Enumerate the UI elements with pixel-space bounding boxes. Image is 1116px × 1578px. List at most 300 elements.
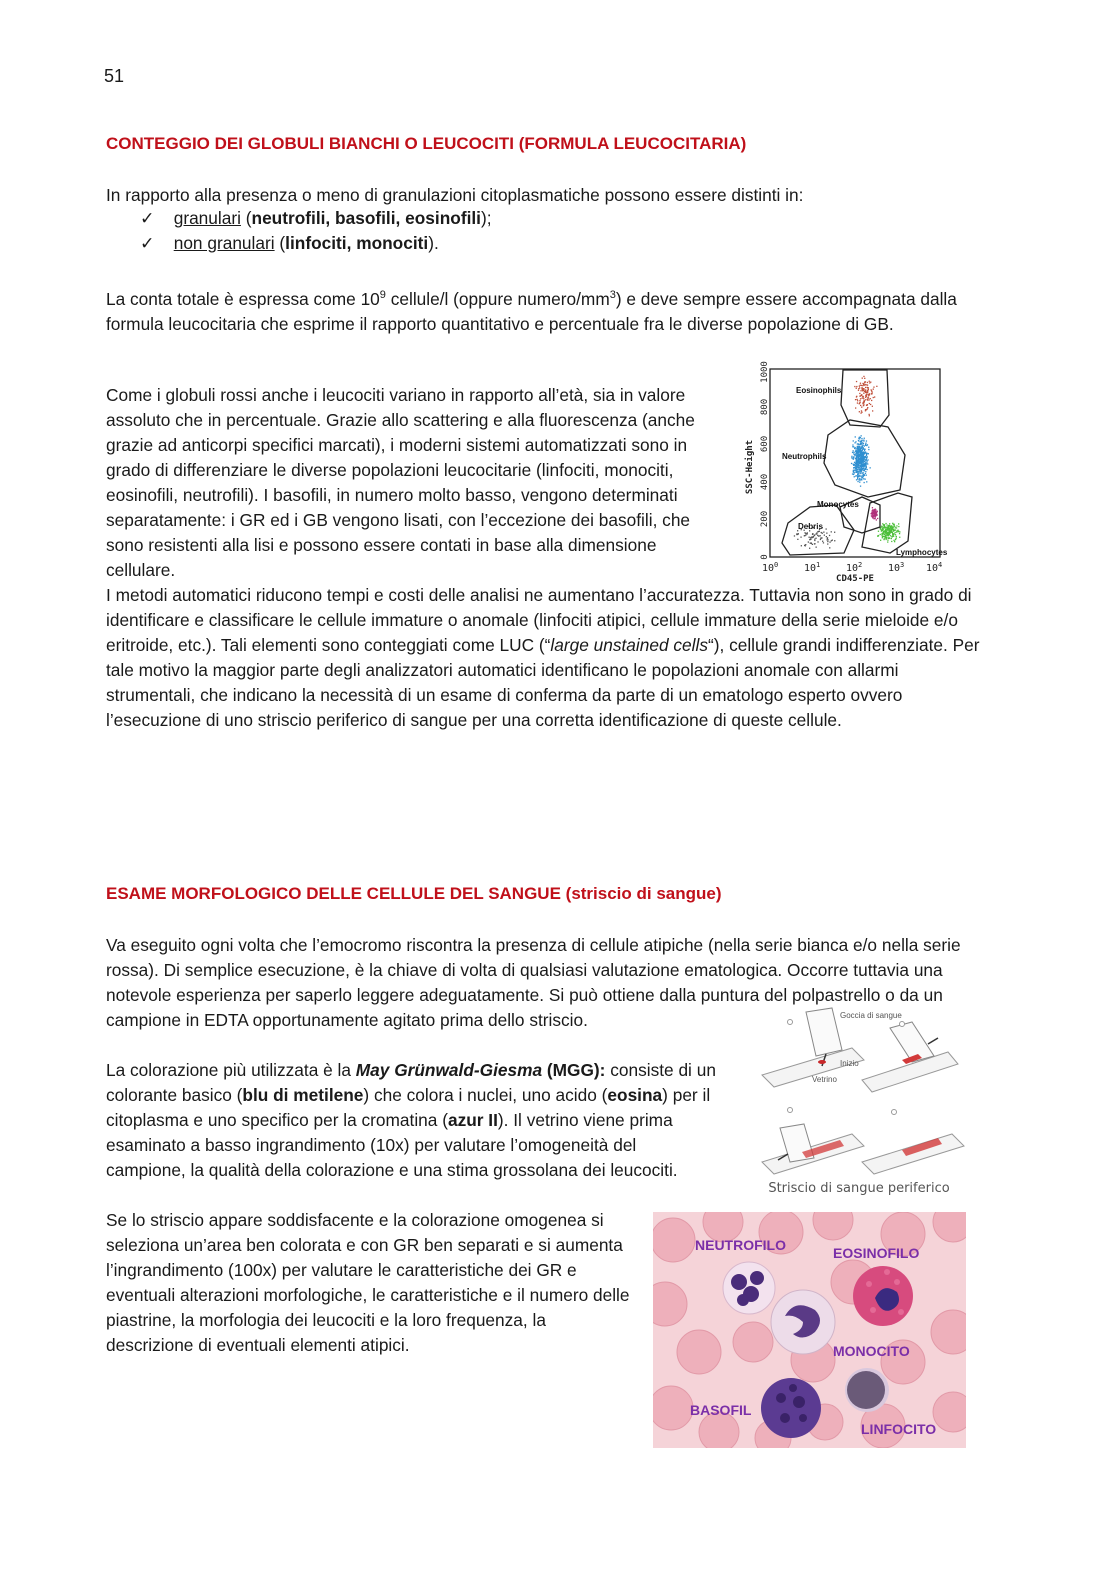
scatter-point <box>878 535 879 536</box>
scatter-point <box>872 509 873 510</box>
scatter-point <box>852 446 853 447</box>
scatter-point <box>890 526 891 527</box>
scatter-point <box>871 400 872 401</box>
scatter-point <box>867 397 868 398</box>
scatter-point <box>856 463 857 464</box>
scatter-point <box>866 391 867 392</box>
scatter-point <box>827 539 828 540</box>
scatter-point <box>865 384 866 385</box>
scatter-point <box>818 536 819 537</box>
scatter-point <box>866 475 867 476</box>
scatter-point <box>858 390 859 391</box>
scatter-point <box>855 470 856 471</box>
scatter-point <box>899 533 900 534</box>
scatter-point <box>861 450 862 451</box>
scatter-point <box>864 461 865 462</box>
scatter-point <box>854 476 855 477</box>
scatter-point <box>859 478 860 479</box>
blood-cells-image <box>653 1212 966 1448</box>
scatter-point <box>861 453 862 454</box>
scatter-point <box>829 547 830 548</box>
scatter-point <box>874 396 875 397</box>
scatter-point <box>858 447 859 448</box>
scatter-point <box>856 458 857 459</box>
y-tick: 400 <box>760 473 770 491</box>
scatter-point <box>855 475 856 476</box>
scatter-point <box>827 543 828 544</box>
scatter-point <box>868 449 869 450</box>
scatter-point <box>865 443 866 444</box>
scatter-point <box>831 531 832 532</box>
scatter-point <box>866 458 867 459</box>
scatter-point <box>860 402 861 403</box>
scatter-point <box>878 531 879 532</box>
scatter-point <box>814 543 815 544</box>
scatter-point <box>854 448 855 449</box>
scatter-point <box>824 535 825 536</box>
scatter-point <box>887 530 888 531</box>
scatter-point <box>858 464 859 465</box>
list-item-label: granulari <box>173 208 241 228</box>
scatter-point <box>859 482 860 483</box>
scatter-point <box>858 440 859 441</box>
scatter-point <box>861 410 862 411</box>
scatter-point <box>861 435 862 436</box>
scatter-point <box>853 452 854 453</box>
scatter-point <box>857 478 858 479</box>
list-item-detail: linfociti, monociti <box>285 233 429 253</box>
scatter-point <box>893 530 894 531</box>
scatter-point <box>855 467 856 468</box>
scatter-point <box>864 400 865 401</box>
scatter-point <box>860 452 861 453</box>
x-tick: $10^2$ <box>846 561 863 574</box>
scatter-point <box>863 478 864 479</box>
scatter-point <box>867 390 868 391</box>
scatter-point <box>854 386 855 387</box>
vetrino-label: Vetrino <box>812 1075 837 1084</box>
y-axis-label: SSC-Height <box>745 439 755 495</box>
scatter-point <box>889 534 890 535</box>
scatter-point <box>876 514 877 515</box>
scatter-point <box>856 459 857 460</box>
scatter-point <box>867 382 868 383</box>
list-item: ✓ granulari (neutrofili, basofili, eosinofili); <box>140 208 492 228</box>
scatter-point <box>857 446 858 447</box>
scatter-point <box>881 535 882 536</box>
scatter-point <box>812 544 813 545</box>
scatter-point <box>867 469 868 470</box>
scatter-point <box>895 534 896 535</box>
scatter-point <box>861 454 862 455</box>
scatter-point <box>859 393 860 394</box>
scatter-point <box>861 465 862 466</box>
age-paragraph: Come i globuli rossi anche i leucociti variano in rapporto all’età, sia in valore assoluto che in percentuale. Grazie allo scattering e alla fluorescenza (anche grazie ad anticorpi specifici marcati), i moderni sistemi automatizzati sono in grado di differenziare le diverse popolazioni leucocitarie (linfociti, monociti, eosinofili, neutrofili). I basofili, in numero molto basso, vengono determinati separatamente: i GR ed i GB vengono lisati, con l’eccezione dei basofili, che sono resistenti alla lisi e possono essere contati in base alla dimensione cellulare. <box>106 385 695 580</box>
scatter-point <box>817 531 818 532</box>
scatter-point <box>860 469 861 470</box>
scatter-point <box>866 460 867 461</box>
scatter-point <box>801 545 802 546</box>
scatter-point <box>826 533 827 534</box>
scatter-point <box>829 542 830 543</box>
scatter-point <box>895 532 896 533</box>
scatter-point <box>884 526 885 527</box>
scatter-point <box>814 540 815 541</box>
scatter-point <box>796 533 797 534</box>
scatter-point <box>859 396 860 397</box>
scatter-point <box>869 414 870 415</box>
scatter-point <box>851 463 852 464</box>
scatter-point <box>862 464 863 465</box>
scatter-point <box>863 401 864 402</box>
scatter-point <box>863 453 864 454</box>
scatter-point <box>883 525 884 526</box>
scatter-point <box>855 454 856 455</box>
scatter-point <box>857 481 858 482</box>
scatter-point <box>863 458 864 459</box>
scatter-point <box>868 447 869 448</box>
intro-text: In rapporto alla presenza o meno di granulazioni citoplasmatiche possono essere distinti in: <box>106 185 804 205</box>
scatter-point <box>888 532 889 533</box>
striscio-intro-paragraph: Va eseguito ogni volta che l’emocromo riscontra la presenza di cellule atipiche (nella serie bianca e/o nella serie rossa). Di semplice esecuzione, è la chiave di volta di qualsiasi valutazione ematologica. Occorre tuttavia una notevole esperienza per saperlo leggere adeguatamente. Si può ottiene dalla puntura del polpastrello o da un campione in EDTA opportunamente agitato prima dello striscio. <box>106 935 961 1030</box>
scatter-point <box>816 547 817 548</box>
x-tick: $10^0$ <box>762 561 779 574</box>
scatter-point <box>863 376 864 377</box>
y-tick: 200 <box>760 510 770 528</box>
scatter-point <box>857 399 858 400</box>
scatter-point <box>810 539 811 540</box>
scatter-point <box>811 542 812 543</box>
scatter-point <box>855 407 856 408</box>
scatter-point <box>852 452 853 453</box>
scatter-point <box>853 440 854 441</box>
scatter-point <box>866 384 867 385</box>
scatter-point <box>863 468 864 469</box>
scatter-point <box>865 463 866 464</box>
scatter-point <box>897 531 898 532</box>
page-number: 51 <box>104 66 125 86</box>
scatter-point <box>859 458 860 459</box>
scatter-point <box>826 536 827 537</box>
scatter-point <box>899 537 900 538</box>
scatter-point <box>880 534 881 535</box>
scatter-point <box>861 452 862 453</box>
scatter-point <box>864 450 865 451</box>
magnification-paragraph: Se lo striscio appare soddisfacente e la colorazione omogenea si seleziona un’area ben colorata e con GR ben separati e si aumenta l’ingrandimento (100x) per valutare le caratteristiche dei GR e eventuali alterazioni morfologiche, le caratteristiche e il numero delle piastrine, la morfologia dei leucociti e la loro frequenza, la descrizione di eventuali elementi atipici. <box>106 1210 630 1355</box>
scatter-point <box>821 537 822 538</box>
scatter-point <box>804 532 805 533</box>
scatter-point <box>866 445 867 446</box>
scatter-point <box>894 526 895 527</box>
scatter-point <box>861 478 862 479</box>
scatter-point <box>872 410 873 411</box>
scatter-point <box>817 541 818 542</box>
scatter-point <box>856 381 857 382</box>
scatter-point <box>809 548 810 549</box>
scatter-point <box>863 404 864 405</box>
scatter-point <box>875 509 876 510</box>
scatter-point <box>872 507 873 508</box>
check-icon: ✓ <box>140 208 155 228</box>
list-item-label: non granulari <box>173 233 275 253</box>
scatter-point <box>854 442 855 443</box>
scatter-point <box>852 458 853 459</box>
scatter-point <box>861 407 862 408</box>
scatter-point <box>894 525 895 526</box>
scatter-point <box>822 541 823 542</box>
scatter-point <box>868 395 869 396</box>
scatter-point <box>895 527 896 528</box>
y-tick: 600 <box>760 435 770 453</box>
scatter-point <box>874 513 875 514</box>
scatter-point <box>860 476 861 477</box>
scatter-point <box>863 466 864 467</box>
scatter-point <box>857 402 858 403</box>
scatter-point <box>814 539 815 540</box>
scatter-point <box>863 393 864 394</box>
goccia-label: Goccia di sangue <box>840 1011 902 1020</box>
scatter-point <box>890 529 891 530</box>
scatter-point <box>883 536 884 537</box>
scatter-point <box>864 453 865 454</box>
scatter-point <box>884 537 885 538</box>
scatter-point <box>864 389 865 390</box>
scatter-point <box>855 463 856 464</box>
scatter-point <box>891 538 892 539</box>
scatter-point <box>859 471 860 472</box>
scatter-point <box>856 475 857 476</box>
scatter-point <box>822 533 823 534</box>
x-axis-label: CD45-PE <box>836 574 874 584</box>
scatter-point <box>857 455 858 456</box>
scatter-point <box>870 404 871 405</box>
gate-label: Neutrophils <box>782 452 827 461</box>
scatter-point <box>891 531 892 532</box>
scatter-point <box>864 391 865 392</box>
list-item: ✓ non granulari (linfociti, monociti). <box>140 233 439 253</box>
scatter-point <box>861 385 862 386</box>
scatter-point <box>877 518 878 519</box>
scatter-point <box>797 539 798 540</box>
scatter-point <box>868 399 869 400</box>
flow-cytometry-plot <box>740 355 965 585</box>
scatter-point <box>885 536 886 537</box>
scatter-point <box>893 529 894 530</box>
scatter-point <box>853 457 854 458</box>
scatter-point <box>888 527 889 528</box>
scatter-point <box>865 410 866 411</box>
scatter-point <box>859 467 860 468</box>
gate-label: Monocytes <box>817 500 859 509</box>
scatter-point <box>853 464 854 465</box>
scatter-point <box>863 388 864 389</box>
scatter-point <box>857 400 858 401</box>
scatter-point <box>853 474 854 475</box>
scatter-point <box>873 389 874 390</box>
scatter-point <box>860 443 861 444</box>
scatter-point <box>864 456 865 457</box>
scatter-point <box>862 459 863 460</box>
scatter-point <box>860 472 861 473</box>
scatter-point <box>866 396 867 397</box>
scatter-point <box>853 453 854 454</box>
scatter-point <box>826 528 827 529</box>
scatter-point <box>834 532 835 533</box>
scatter-point <box>860 486 861 487</box>
scatter-point <box>896 525 897 526</box>
scatter-point <box>869 415 870 416</box>
scatter-point <box>884 530 885 531</box>
scatter-point <box>864 438 865 439</box>
scatter-point <box>863 460 864 461</box>
scatter-point <box>896 531 897 532</box>
scatter-point <box>798 533 799 534</box>
scatter-point <box>862 445 863 446</box>
scatter-point <box>823 542 824 543</box>
scatter-point <box>827 541 828 542</box>
scatter-point <box>866 440 867 441</box>
scatter-point <box>872 392 873 393</box>
scatter-point <box>885 523 886 524</box>
scatter-point <box>869 403 870 404</box>
scatter-point <box>855 466 856 467</box>
cell-label-neutrofilo: NEUTROFILO <box>695 1237 786 1253</box>
scatter-point <box>868 394 869 395</box>
scatter-point <box>860 398 861 399</box>
scatter-point <box>862 469 863 470</box>
scatter-point <box>864 449 865 450</box>
scatter-point <box>865 469 866 470</box>
scatter-point <box>895 529 896 530</box>
scatter-point <box>860 390 861 391</box>
y-tick: 0 <box>760 554 770 560</box>
scatter-point <box>856 386 857 387</box>
y-tick: 800 <box>760 398 770 416</box>
scatter-point <box>856 388 857 389</box>
scatter-point <box>811 536 812 537</box>
scatter-point <box>897 530 898 531</box>
scatter-point <box>806 533 807 534</box>
scatter-point <box>861 388 862 389</box>
scatter-point <box>865 445 866 446</box>
scatter-point <box>864 482 865 483</box>
scatter-point <box>863 398 864 399</box>
scatter-point <box>856 448 857 449</box>
scatter-point <box>858 438 859 439</box>
scatter-point <box>814 534 815 535</box>
scatter-point <box>863 474 864 475</box>
scatter-point <box>852 444 853 445</box>
cell-label-basofilo: BASOFIL <box>690 1402 752 1418</box>
scatter-point <box>805 545 806 546</box>
scatter-point <box>886 535 887 536</box>
scatter-point <box>859 411 860 412</box>
scatter-point <box>858 452 859 453</box>
scatter-point <box>898 526 899 527</box>
scatter-point <box>880 540 881 541</box>
scatter-point <box>858 460 859 461</box>
scatter-point <box>859 476 860 477</box>
scatter-point <box>896 527 897 528</box>
scatter-point <box>892 523 893 524</box>
scatter-point <box>864 445 865 446</box>
scatter-point <box>876 519 877 520</box>
scatter-point <box>866 465 867 466</box>
scatter-point <box>863 440 864 441</box>
scatter-point <box>881 526 882 527</box>
scatter-point <box>860 473 861 474</box>
scatter-point <box>860 449 861 450</box>
scatter-point <box>864 378 865 379</box>
scatter-point <box>862 440 863 441</box>
scatter-point <box>871 389 872 390</box>
scatter-point <box>859 466 860 467</box>
scatter-point <box>829 535 830 536</box>
scatter-point <box>863 396 864 397</box>
scatter-point <box>856 396 857 397</box>
scatter-point <box>860 455 861 456</box>
section-heading-leucociti: CONTEGGIO DEI GLOBULI BIANCHI O LEUCOCITI (FORMULA LEUCOCITARIA) <box>106 134 747 153</box>
scatter-point <box>853 450 854 451</box>
scatter-point <box>858 388 859 389</box>
scatter-point <box>892 534 893 535</box>
scatter-point <box>863 476 864 477</box>
scatter-point <box>816 533 817 534</box>
scatter-point <box>865 471 866 472</box>
scatter-point <box>870 382 871 383</box>
scatter-point <box>867 407 868 408</box>
smear-caption: Striscio di sangue periferico <box>768 1181 950 1196</box>
scatter-point <box>887 525 888 526</box>
scatter-point <box>861 438 862 439</box>
scatter-point <box>896 536 897 537</box>
scatter-point <box>889 523 890 524</box>
scatter-point <box>875 515 876 516</box>
scatter-point <box>887 541 888 542</box>
scatter-point <box>865 473 866 474</box>
scatter-point <box>872 406 873 407</box>
scatter-point <box>794 535 795 536</box>
scatter-point <box>851 456 852 457</box>
scatter-point <box>866 455 867 456</box>
scatter-point <box>874 509 875 510</box>
scatter-point <box>866 405 867 406</box>
scatter-point <box>860 385 861 386</box>
scatter-point <box>800 537 801 538</box>
scatter-point <box>868 387 869 388</box>
scatter-point <box>882 533 883 534</box>
scatter-point <box>887 527 888 528</box>
scatter-point <box>863 389 864 390</box>
y-tick: 1000 <box>760 361 770 383</box>
scatter-point <box>857 466 858 467</box>
scatter-point <box>866 481 867 482</box>
scatter-point <box>865 387 866 388</box>
scatter-point <box>870 398 871 399</box>
scatter-point <box>862 446 863 447</box>
scatter-point <box>827 538 828 539</box>
scatter-point <box>862 473 863 474</box>
gate-label: Eosinophils <box>796 386 842 395</box>
scatter-point <box>855 399 856 400</box>
scatter-point <box>884 534 885 535</box>
scatter-point <box>860 405 861 406</box>
scatter-point <box>860 458 861 459</box>
scatter-point <box>861 412 862 413</box>
conta-paragraph: La conta totale è espressa come $10^9$ cellule/l (oppure numero/$mm^3$) e deve sempre essere accompagnata dalla formula leucocitaria che esprime il rapporto quantitativo e percentuale fra le diverse popolazione di GB. <box>106 288 957 334</box>
scatter-point <box>870 467 871 468</box>
scatter-point <box>891 536 892 537</box>
